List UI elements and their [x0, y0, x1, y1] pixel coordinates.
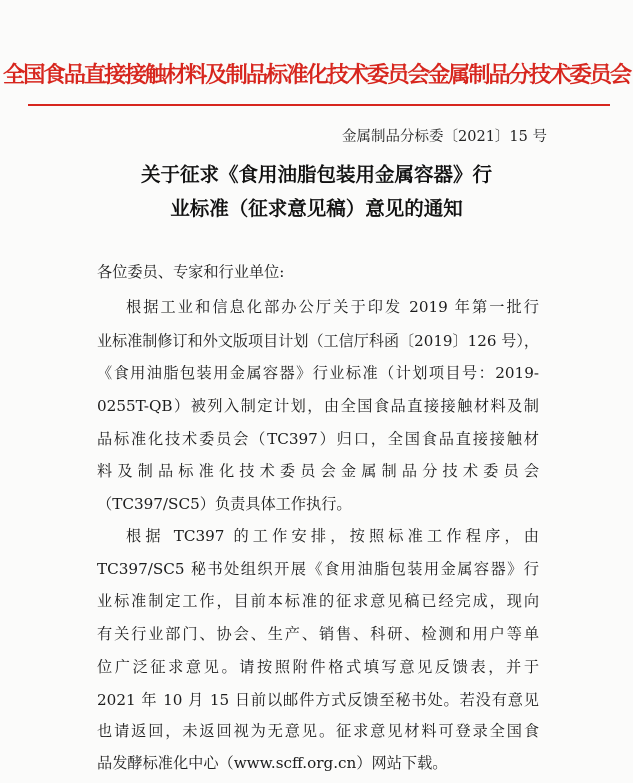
body-line: 有关行业部门、协会、生产、销售、科研、检测和用户等单 [97, 625, 539, 643]
organization-header: 全国食品直接接触材料及制品标准化技术委员会金属制品分技术委员会 [2, 62, 631, 88]
body-line: 业标准制定工作，目前本标准的征求意见稿已经完成，现向 [97, 592, 539, 610]
body-line: 《食用油脂包装用金属容器》行业标准（计划项目号：2019- [97, 364, 539, 382]
body-line: 0255T-QB）被列入制定计划，由全国食品直接接触材料及制 [97, 397, 539, 415]
body-line: 料及制品标准化技术委员会金属制品分技术委员会 [97, 462, 539, 480]
body-line: 位广泛征求意见。请按照附件格式填写意见反馈表，并于 [97, 658, 539, 676]
body-line: 业标准制修订和外文版项目计划（工信厅科函〔2019〕126 号）， [97, 332, 539, 350]
body-line: 品发酵标准化中心（www.scff.org.cn）网站下载。 [97, 754, 448, 772]
document-number: 金属制品分标委〔2021〕15 号 [342, 129, 547, 145]
body-line: 2021 年 10 月 15 日前以邮件方式反馈至秘书处。若没有意见 [97, 691, 539, 709]
body-line: 根据 TC397 的工作安排，按照标准工作程序，由 [126, 527, 539, 545]
title-line-1: 关于征求《食用油脂包装用金属容器》行 [140, 163, 492, 186]
body-line: 也请返回，未返回视为无意见。征求意见材料可登录全国食 [97, 722, 539, 740]
body-line: TC397/SC5 秘书处组织开展《食用油脂包装用金属容器》行 [97, 560, 539, 578]
salutation: 各位委员、专家和行业单位: [97, 263, 285, 281]
body-line: 根据工业和信息化部办公厅关于印发 2019 年第一批行 [126, 298, 539, 316]
body-line: 品标准化技术委员会（TC397）归口，全国食品直接接触材 [97, 430, 539, 448]
body-line: （TC397/SC5）负责具体工作执行。 [97, 495, 352, 513]
red-divider-line [28, 104, 610, 106]
title-line-2: 业标准（征求意见稿）意见的通知 [170, 197, 463, 220]
